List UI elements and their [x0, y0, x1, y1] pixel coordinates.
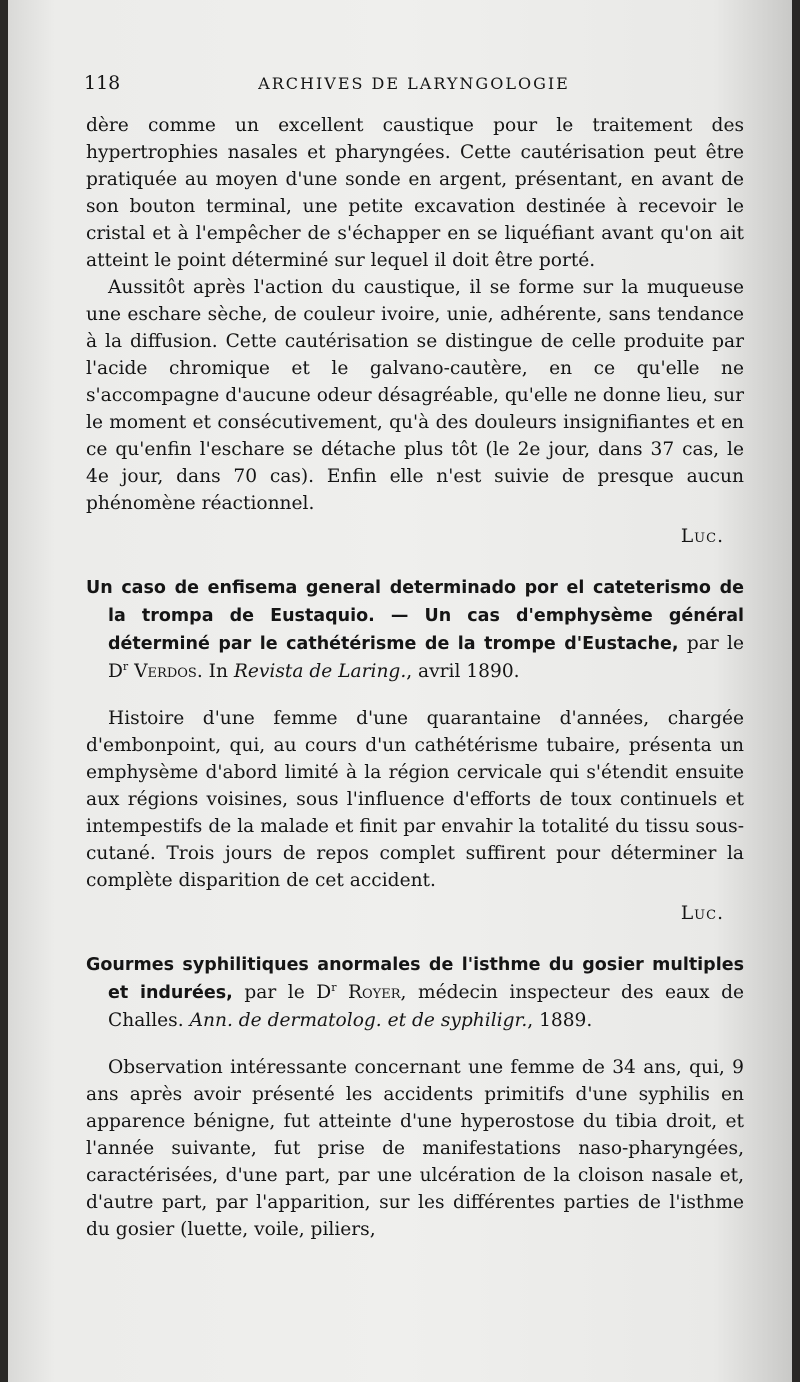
paragraph-4: Observation intéressante concernant une femme de 34 ans, qui, 9 ans après avoir présenté les accidents primitifs d'une syphilis en apparence bénigne, fut atteinte d'une hyperostose du tibia droit, et l'année suivante, fut prise de manifestations naso-pharyngées, caractérisées, d'une part, par une ulcération de la cloison nasale et, d'autre part, par l'apparition, sur les différentes parties de l'isthme du gosier (luette, voile, piliers,: [86, 1057, 744, 1240]
abstract-3-author-name: Royer: [348, 982, 401, 1003]
body-text: [86, 112, 744, 1243]
abstract-3-author-pre: par le D: [244, 982, 332, 1003]
paragraph-1: dère comme un excellent caustique pour le traitement des hypertrophies nasales et pharyngées. Cette cautérisation peut être pratiquée au moyen d'une sonde en argent, présentant, en avant de son bouton terminal, une petite excavation destinée à recevoir le cristal et à l'empêcher de s'échapper en se liquéfiant avant qu'on ait atteint le point déterminé sur lequel il doit être porté.: [86, 115, 744, 271]
abstract-2-author-pre: par le D: [108, 633, 744, 682]
abstract-2-author-name: Verdos: [134, 661, 197, 682]
abstract-2-journal: Revista de Laring.: [233, 661, 407, 682]
paragraph-3: Histoire d'une femme d'une quarantaine d'années, chargée d'embonpoint, qui, au cours d'un cathétérisme tubaire, présenta un emphysème d'abord limité à la région cervicale qui s'étendit ensuite aux régions voisines, sous l'influence d'efforts de toux continuels et intempestifs de la malade et finit par envahir la totalité du tissu sous-cutané. Trois jours de repos complet suffirent pour déterminer la complète disparition de cet accident.: [86, 708, 744, 891]
signature-1: Luc.: [680, 526, 724, 547]
signature-2: Luc.: [680, 903, 724, 924]
abstract-2-author-sup: r: [122, 659, 129, 673]
abstract-3-journal: Ann. de dermatolog. et de syphiligr.: [189, 1010, 528, 1031]
abstract-3-title: Gourmes syphilitiques anormales de l'isthme du gosier multiples et indurées,: [86, 955, 744, 1003]
abstract-2-in-label: . In: [196, 661, 228, 682]
running-title: ARCHIVES DE LARYNGOLOGIE: [258, 74, 570, 93]
abstract-3-author-post: , médecin inspecteur des eaux de Challes.: [108, 982, 745, 1031]
page-number: 118: [84, 72, 121, 94]
abstract-3-author-sup: r: [331, 980, 337, 994]
abstract-2-title: Un caso de enfisema general determinado por el cateterismo de la trompa de Eustaquio. — Un cas d'emphysème général déterminé par le cathétérisme de la trompe d'Eustache,: [86, 578, 744, 654]
abstract-heading-3: [86, 951, 744, 1034]
abstract-heading-2: [86, 574, 744, 685]
page-header: [84, 72, 744, 102]
paragraph-2: Aussitôt après l'action du caustique, il se forme sur la muqueuse une eschare sèche, de couleur ivoire, unie, adhérente, sans tendance à la diffusion. Cette cautérisation se distingue de celle produite par l'acide chromique et le galvano-cautère, en ce qu'elle ne s'accompagne d'aucune odeur désagréable, qu'elle ne donne lieu, sur le moment et consécutivement, qu'à des douleurs insignifiantes et en ce qu'enfin l'eschare se détache plus tôt (le 2e jour, dans 37 cas, le 4e jour, dans 70 cas). Enfin elle n'est suivie de presque aucun phénomène réactionnel.: [86, 277, 744, 514]
book-page: [8, 0, 792, 1382]
abstract-2-date: , avril 1890.: [406, 661, 520, 682]
abstract-3-date: , 1889.: [527, 1010, 593, 1031]
